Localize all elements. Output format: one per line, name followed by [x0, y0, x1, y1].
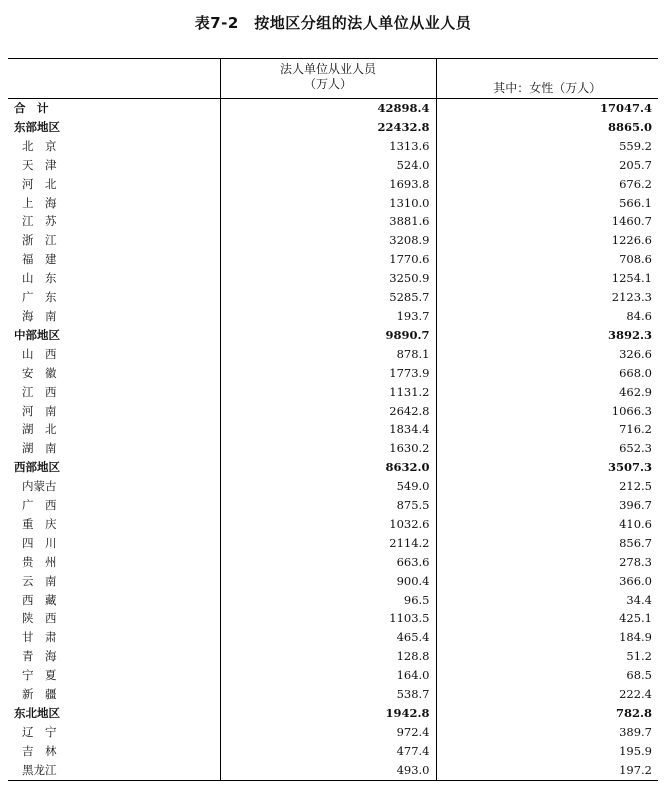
total-header-line2: （万人）: [303, 77, 352, 91]
region-name: 黑龙江: [8, 761, 220, 780]
table-row: [8, 458, 658, 477]
region-name: 山 西: [22, 346, 57, 361]
table-row: [8, 666, 658, 685]
female-value: 222.4: [436, 685, 658, 704]
female-value: 17047.4: [436, 99, 658, 118]
region-name: 广 西: [22, 498, 57, 513]
region-name: 北 京: [22, 138, 57, 153]
region-name: 山 东: [22, 271, 57, 286]
total-value: 3881.6: [220, 212, 436, 231]
total-value: 193.7: [220, 307, 436, 326]
total-value: 493.0: [220, 761, 436, 780]
table-row: [8, 704, 658, 723]
table-row: [8, 591, 658, 610]
table-row: [8, 156, 658, 175]
table-row: [8, 723, 658, 742]
region-name: 广 东: [22, 290, 57, 305]
female-value: 278.3: [436, 553, 658, 572]
female-employees-header: 其中：女性（万人）: [436, 59, 658, 99]
female-value: 3892.3: [436, 326, 658, 345]
table-row: [8, 515, 658, 534]
table-row: [8, 742, 658, 761]
table-row: [8, 420, 658, 439]
table-row: [8, 250, 658, 269]
table-row: [8, 288, 658, 307]
table-row: [8, 231, 658, 250]
region-name: 湖 南: [22, 441, 57, 456]
total-value: 1131.2: [220, 383, 436, 402]
region-name: 西 藏: [22, 592, 57, 607]
region-name: 河 北: [22, 176, 57, 191]
total-value: 1103.5: [220, 609, 436, 628]
table-row: [8, 175, 658, 194]
region-name: 吉 林: [22, 743, 57, 758]
region-name: 天 津: [22, 157, 57, 172]
total-value: 3250.9: [220, 269, 436, 288]
total-value: 1773.9: [220, 364, 436, 383]
total-value: 9890.7: [220, 326, 436, 345]
female-value: 559.2: [436, 137, 658, 156]
region-name: 贵 州: [22, 554, 57, 569]
total-value: 1310.0: [220, 194, 436, 213]
total-value: 1942.8: [220, 704, 436, 723]
total-value: 1770.6: [220, 250, 436, 269]
female-value: 708.6: [436, 250, 658, 269]
region-name: 东北地区: [14, 706, 60, 720]
female-value: 212.5: [436, 477, 658, 496]
total-value: 8632.0: [220, 458, 436, 477]
female-value: 366.0: [436, 572, 658, 591]
female-value: 1066.3: [436, 402, 658, 421]
total-value: 663.6: [220, 553, 436, 572]
total-value: 538.7: [220, 685, 436, 704]
table-row: [8, 402, 658, 421]
region-name: 新 疆: [22, 687, 57, 702]
region-name: 江 苏: [22, 214, 57, 229]
region-name: 云 南: [22, 573, 57, 588]
female-value: 2123.3: [436, 288, 658, 307]
region-name: 上 海: [22, 195, 57, 210]
female-value: 462.9: [436, 383, 658, 402]
total-value: 2114.2: [220, 534, 436, 553]
female-value: 410.6: [436, 515, 658, 534]
female-value: 184.9: [436, 628, 658, 647]
table-row: [8, 269, 658, 288]
female-value: 566.1: [436, 194, 658, 213]
table-row: [8, 628, 658, 647]
table-row: [8, 553, 658, 572]
region-name: 重 庆: [22, 516, 57, 531]
female-value: 425.1: [436, 609, 658, 628]
region-name: 甘 肃: [22, 630, 57, 645]
total-value: 5285.7: [220, 288, 436, 307]
female-value: 51.2: [436, 647, 658, 666]
table-row: [8, 685, 658, 704]
female-value: 782.8: [436, 704, 658, 723]
female-value: 676.2: [436, 175, 658, 194]
table-row: [8, 496, 658, 515]
table-row: [8, 99, 658, 118]
table-row: [8, 194, 658, 213]
table-row: [8, 118, 658, 137]
total-value: 878.1: [220, 345, 436, 364]
total-value: 22432.8: [220, 118, 436, 137]
total-value: 1630.2: [220, 439, 436, 458]
total-value: 465.4: [220, 628, 436, 647]
total-value: 128.8: [220, 647, 436, 666]
employment-table: [8, 58, 658, 781]
total-value: 164.0: [220, 666, 436, 685]
total-value: 477.4: [220, 742, 436, 761]
total-value: 524.0: [220, 156, 436, 175]
table-row: [8, 647, 658, 666]
region-name: 东部地区: [14, 119, 60, 134]
total-value: 1834.4: [220, 420, 436, 439]
female-value: 84.6: [436, 307, 658, 326]
table-row: [8, 477, 658, 496]
region-name: 西部地区: [14, 460, 60, 475]
total-value: 1313.6: [220, 137, 436, 156]
total-value: 1032.6: [220, 515, 436, 534]
region-name: 湖 北: [22, 422, 57, 437]
region-name: 辽 宁: [22, 724, 57, 739]
region-name: 合 计: [8, 99, 220, 118]
table-body: [8, 99, 658, 781]
table-row: [8, 345, 658, 364]
total-value: 875.5: [220, 496, 436, 515]
table-row: [8, 364, 658, 383]
region-name: 江 西: [22, 384, 57, 399]
total-value: 96.5: [220, 591, 436, 610]
table-row: [8, 534, 658, 553]
total-header-line1: 法人单位从业人员: [279, 62, 376, 76]
table-row: [8, 572, 658, 591]
region-name: 中部地区: [14, 327, 60, 342]
female-value: 396.7: [436, 496, 658, 515]
female-value: 68.5: [436, 666, 658, 685]
female-value: 1460.7: [436, 212, 658, 231]
table-row: [8, 383, 658, 402]
region-name: 河 南: [22, 403, 57, 418]
female-value: 195.9: [436, 742, 658, 761]
table-row: [8, 137, 658, 156]
female-value: 716.2: [436, 420, 658, 439]
table-row: [8, 609, 658, 628]
female-value: 1254.1: [436, 269, 658, 288]
female-value: 389.7: [436, 723, 658, 742]
female-value: 8865.0: [436, 118, 658, 137]
table-row: [8, 761, 658, 780]
region-name: 安 徽: [22, 365, 57, 380]
table-row: [8, 439, 658, 458]
region-name: 内蒙古: [22, 479, 57, 494]
table-row: [8, 326, 658, 345]
female-value: 205.7: [436, 156, 658, 175]
region-name: 浙 江: [22, 233, 57, 248]
female-value: 668.0: [436, 364, 658, 383]
region-name: 陕 西: [22, 611, 57, 626]
total-value: 42898.4: [220, 99, 436, 118]
region-name: 宁 夏: [22, 668, 57, 683]
female-value: 1226.6: [436, 231, 658, 250]
total-value: 972.4: [220, 723, 436, 742]
total-value: 2642.8: [220, 402, 436, 421]
total-value: 1693.8: [220, 175, 436, 194]
table-row: [8, 212, 658, 231]
region-name: 四 川: [22, 535, 57, 550]
female-value: 652.3: [436, 439, 658, 458]
female-value: 3507.3: [436, 458, 658, 477]
region-name: 海 南: [22, 308, 57, 323]
total-employees-header: [220, 59, 436, 99]
region-name: 福 建: [22, 252, 57, 267]
region-name: 青 海: [22, 649, 57, 664]
female-value: 326.6: [436, 345, 658, 364]
total-value: 549.0: [220, 477, 436, 496]
table-row: [8, 307, 658, 326]
female-value: 34.4: [436, 591, 658, 610]
female-value: 856.7: [436, 534, 658, 553]
female-value: 197.2: [436, 761, 658, 780]
total-value: 3208.9: [220, 231, 436, 250]
total-value: 900.4: [220, 572, 436, 591]
table-title: 表7-2 按地区分组的法人单位从业人员: [194, 14, 472, 32]
region-header: [8, 59, 220, 99]
